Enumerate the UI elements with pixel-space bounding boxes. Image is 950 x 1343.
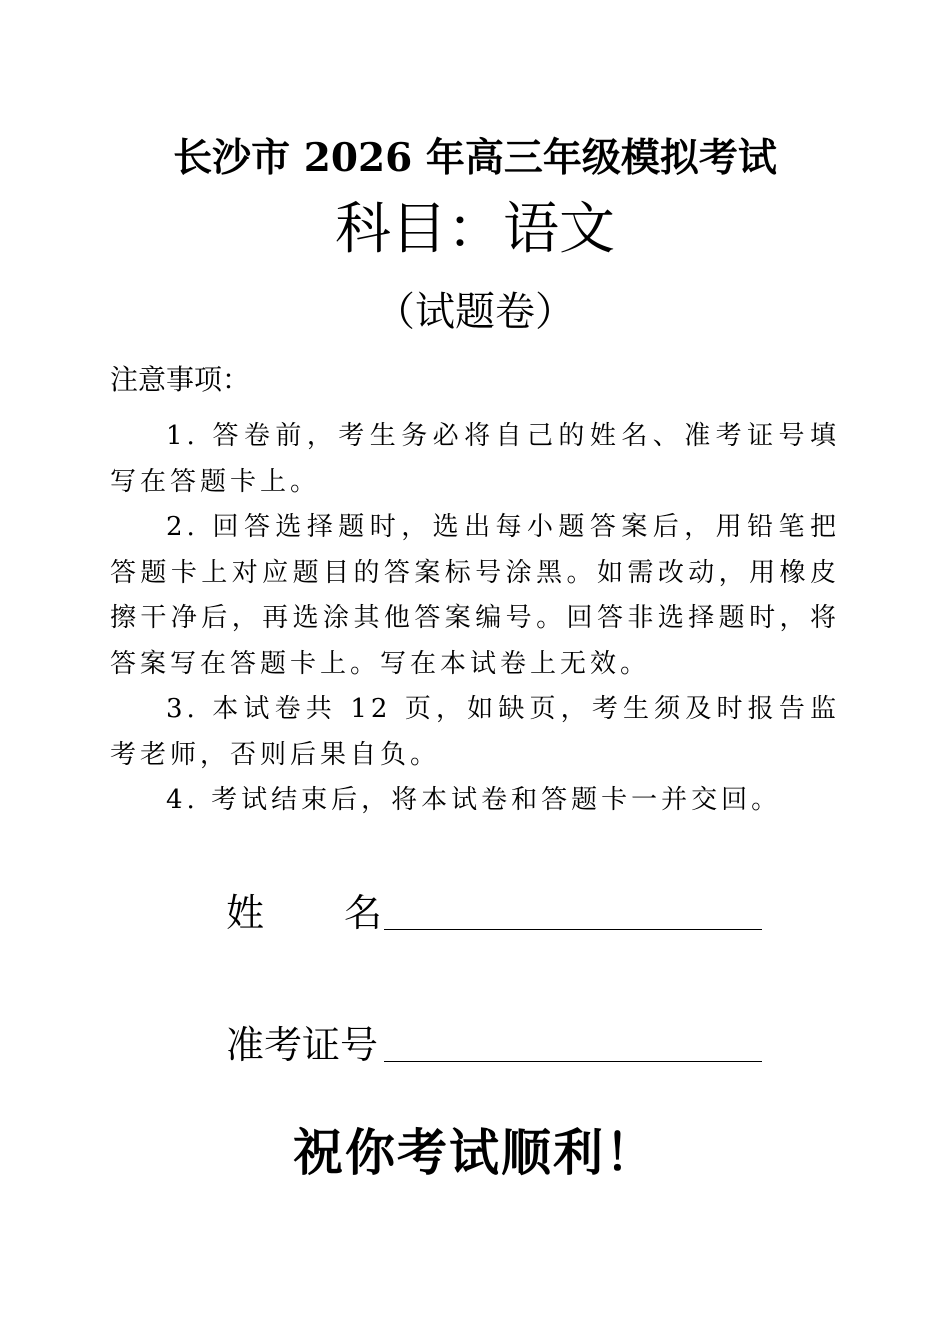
paper-type-label: （试题卷） [375, 289, 575, 335]
name-field-label: 姓名 [226, 891, 463, 935]
name-fill-line[interactable] [384, 893, 762, 930]
exam-title: 长沙市 2026 年高三年级模拟考试 [173, 135, 777, 181]
notice-item-3: 3. 本试卷共 12 页，如缺页，考生须及时报告监考老师，否则后果自负。 [110, 694, 840, 770]
admission-number-label: 准考证号 [226, 1023, 379, 1067]
admission-number-field-row [226, 1020, 762, 1070]
notice-heading: 注意事项： [110, 363, 251, 396]
notice-list [110, 414, 840, 824]
good-luck-message: 祝你考试顺利！ [293, 1124, 657, 1182]
notice-item-4: 4. 考试结束后，将本试卷和答题卡一并交回。 [166, 785, 782, 815]
admission-number-fill-line[interactable] [384, 1025, 762, 1062]
notice-item-2: 2. 回答选择题时，选出每小题答案后，用铅笔把答题卡上对应题目的答案标号涂黑。如需改动，用橡皮擦干净后，再选涂其他答案编号。回答非选择题时，将答案写在答题卡上。写在本试卷上无效。 [110, 512, 840, 679]
subject-heading: 科目：语文 [335, 197, 615, 262]
notice-item-1: 1. 答卷前，考生务必将自己的姓名、准考证号填写在答题卡上。 [110, 421, 840, 497]
name-field-row [226, 888, 762, 938]
